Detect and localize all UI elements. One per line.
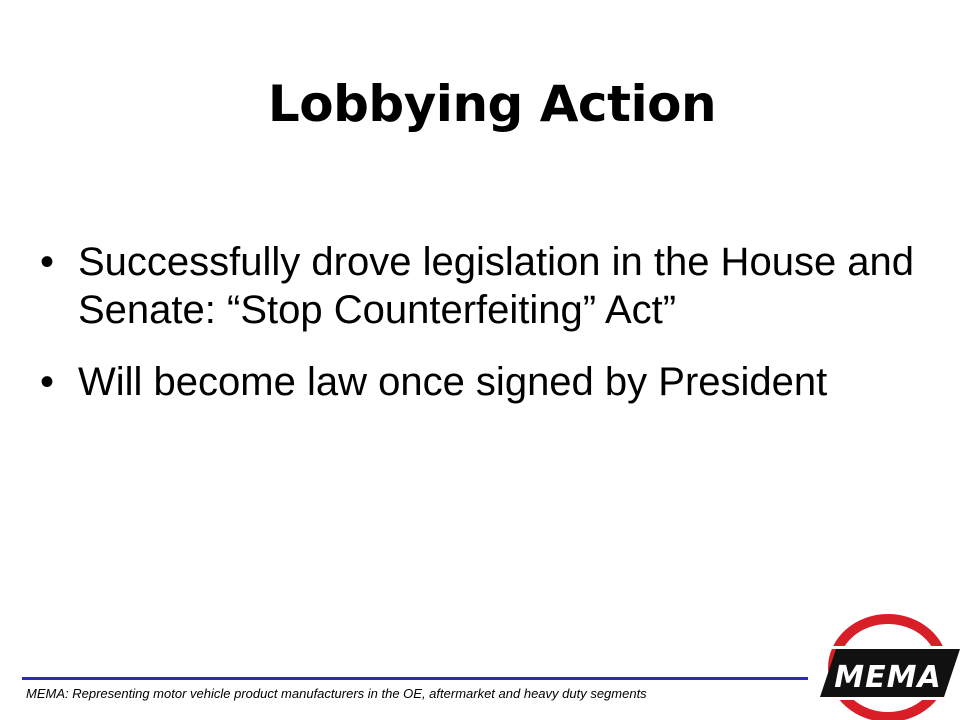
logo-band-gap	[818, 646, 960, 649]
footer-tagline: MEMA: Representing motor vehicle product manufacturers in the OE, aftermarket and heavy duty segments	[26, 686, 647, 701]
bullet-text: Will become law once signed by President	[78, 360, 828, 404]
mema-logo	[818, 612, 960, 720]
bullet-dot: •	[40, 360, 55, 404]
bullet-item	[40, 358, 920, 406]
bullet-dot: •	[40, 240, 55, 284]
bullet-text: Successfully drove legislation in the House and Senate: “Stop Counterfeiting” Act”	[78, 240, 915, 332]
bullet-item	[40, 238, 920, 334]
slide-title: Lobbying Action	[267, 75, 717, 133]
bullet-list	[40, 238, 920, 430]
logo-wordmark: MEMA	[834, 660, 942, 695]
logo-band-gap	[818, 697, 960, 700]
footer-divider	[22, 677, 808, 680]
